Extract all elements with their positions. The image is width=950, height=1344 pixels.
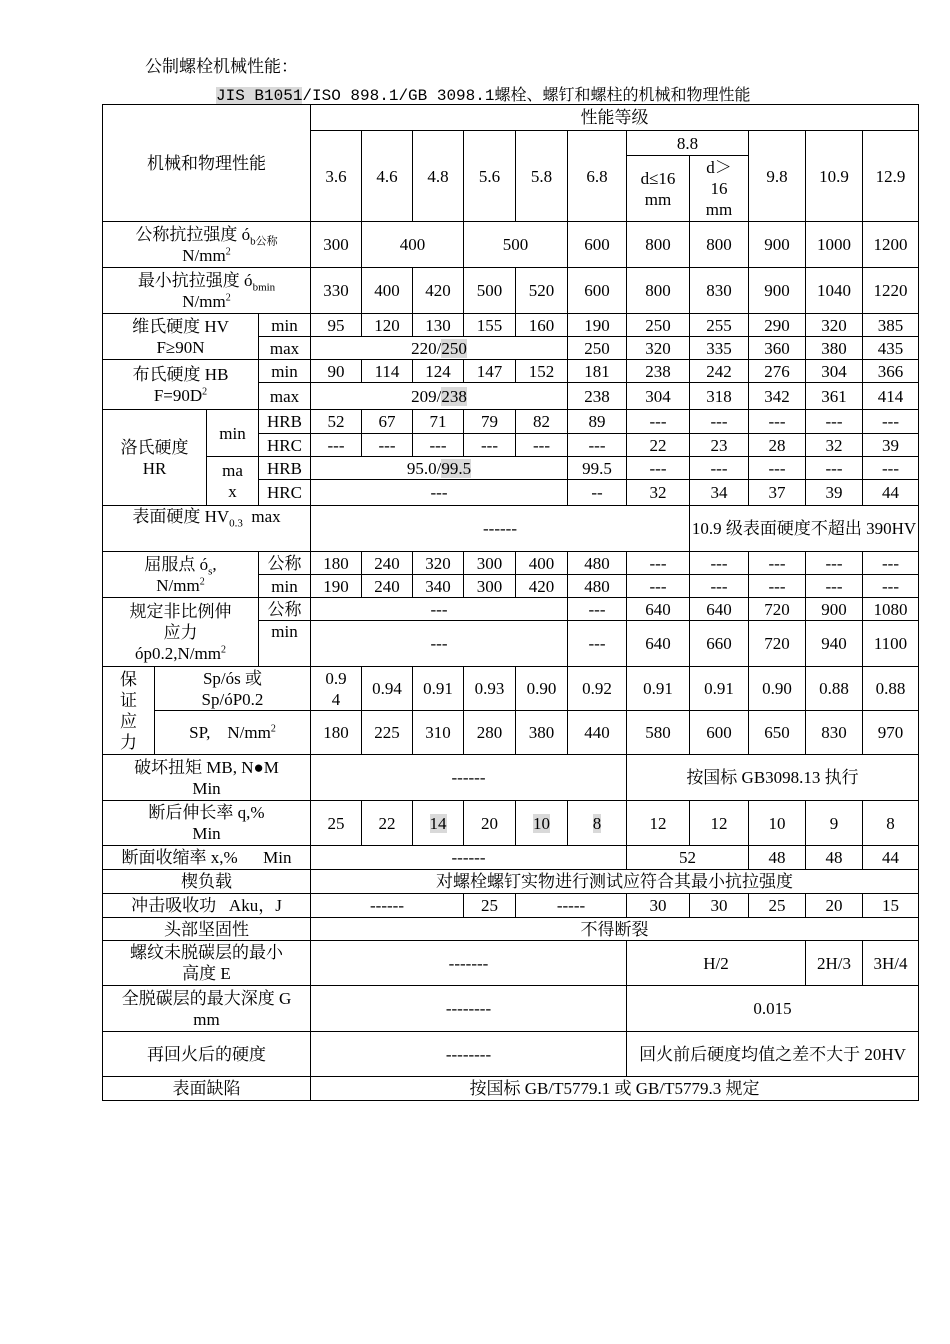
rockwell-min-hrc: 39 [863, 434, 919, 457]
rockwell-min-hrb: 52 [311, 410, 362, 434]
nominal-tensile-value: 1000 [806, 222, 863, 268]
grade-8-8-large: d＞ 16 mm [690, 156, 749, 222]
vickers-min-value: 255 [690, 314, 749, 337]
rockwell-min-hrc: --- [362, 434, 413, 457]
rockwell-min-hrb: 79 [464, 410, 516, 434]
grade-8-8-small: d≤16 mm [627, 156, 690, 222]
reduction-value: 52 [627, 846, 749, 870]
yield-min-value: --- [806, 575, 863, 598]
brinell-max-value: 342 [749, 383, 806, 410]
vickers-min-value: 95 [311, 314, 362, 337]
vickers-min-value: 250 [627, 314, 690, 337]
impact-low-grades: ----- [516, 894, 627, 918]
nonprop-min-label: min [259, 621, 311, 667]
surface-hardness-note: 10.9 级表面硬度不超出 390HV [690, 506, 919, 552]
vickers-max-value: 380 [806, 337, 863, 360]
brinell-min-value: 124 [413, 360, 464, 383]
document-heading: 公制螺栓机械性能： [145, 57, 298, 76]
proof-sp-value: 180 [311, 711, 362, 755]
vickers-min-value: 160 [516, 314, 568, 337]
rockwell-min-hrc: --- [464, 434, 516, 457]
impact-label: 冲击吸收功 Aku，J [103, 894, 311, 918]
proof-ratio-value: 0.90 [516, 667, 568, 711]
proof-ratio-value: 0.91 [690, 667, 749, 711]
min-tensile-value: 500 [464, 268, 516, 314]
brinell-min-value: 181 [568, 360, 627, 383]
yield-nominal-value: 400 [516, 552, 568, 575]
yield-nominal-value: 480 [568, 552, 627, 575]
rockwell-max-hrb: --- [749, 457, 806, 480]
nonprop-nominal-value: 640 [627, 598, 690, 621]
yield-min-value: 480 [568, 575, 627, 598]
brinell-min-value: 147 [464, 360, 516, 383]
proof-ratio-value: 0.9 4 [311, 667, 362, 711]
retemper-low-grades: -------- [311, 1032, 627, 1077]
decarb-height-value: 2H/3 [806, 941, 863, 986]
nonprop-stress-label: 规定非比例伸 应力 $óp0.2,N/mm^2$ [103, 598, 259, 667]
nonprop-min-value: --- [568, 621, 627, 667]
reduction-low-grades: ------ [311, 846, 627, 870]
decarb-height-low-grades: ------- [311, 941, 627, 986]
decarb-depth-value: 0.015 [627, 986, 919, 1032]
brinell-min-value: 238 [627, 360, 690, 383]
yield-min-value: --- [863, 575, 919, 598]
vickers-label: 维氏硬度 HV F≥90N [103, 314, 259, 360]
rockwell-max-hrb-low-grades: 95.0/99.5 [311, 457, 568, 480]
nonprop-nominal-label: 公称 [259, 598, 311, 621]
yield-min-value: 420 [516, 575, 568, 598]
rockwell-max-hrb: --- [690, 457, 749, 480]
proof-ratio-value: 0.92 [568, 667, 627, 711]
brinell-max-value: 238 [568, 383, 627, 410]
min-tensile-value: 520 [516, 268, 568, 314]
vickers-min-value: 120 [362, 314, 413, 337]
elongation-value: 12 [627, 801, 690, 846]
proof-ratio-value: 0.91 [627, 667, 690, 711]
torque-note: 按国标 GB3098.13 执行 [627, 755, 919, 801]
decarb-height-value: H/2 [627, 941, 806, 986]
rockwell-hrb-label: HRB [259, 457, 311, 480]
grade-5-8: 5.8 [516, 131, 568, 222]
min-tensile-value: 400 [362, 268, 413, 314]
nominal-tensile-value: 400 [362, 222, 464, 268]
yield-nominal-value: --- [863, 552, 919, 575]
brinell-max-value: 414 [863, 383, 919, 410]
brinell-min-value: 366 [863, 360, 919, 383]
nonprop-nominal-value: 1080 [863, 598, 919, 621]
nonprop-nominal-value: 720 [749, 598, 806, 621]
impact-value: 15 [863, 894, 919, 918]
elongation-value: 12 [690, 801, 749, 846]
yield-min-value: 240 [362, 575, 413, 598]
rockwell-min-hrb: --- [690, 410, 749, 434]
rockwell-max-label: ma x [207, 457, 259, 506]
rockwell-hrc-label: HRC [259, 434, 311, 457]
rockwell-min-hrc: 23 [690, 434, 749, 457]
rockwell-label: 洛氏硬度 HR [103, 410, 207, 506]
nominal-tensile-value: 800 [690, 222, 749, 268]
brinell-max-value: 361 [806, 383, 863, 410]
min-tensile-value: 330 [311, 268, 362, 314]
yield-nominal-value: --- [627, 552, 690, 575]
head-soundness-label: 头部坚固性 [103, 918, 311, 941]
yield-min-label: min [259, 575, 311, 598]
grade-9-8: 9.8 [749, 131, 806, 222]
vickers-max-value: 435 [863, 337, 919, 360]
grade-12-9: 12.9 [863, 131, 919, 222]
proof-sp-value: 970 [863, 711, 919, 755]
surface-defects-value: 按国标 GB/T5779.1 或 GB/T5779.3 规定 [311, 1077, 919, 1101]
nominal-tensile-label: 公称抗拉强度 $ó_{b公称}$ $N/mm^2$ [103, 222, 311, 268]
nonprop-min-value: 1100 [863, 621, 919, 667]
impact-low-grades: ------ [311, 894, 464, 918]
rockwell-min-hrc: --- [568, 434, 627, 457]
elongation-label: 断后伸长率 q,% Min [103, 801, 311, 846]
rockwell-min-hrc: --- [516, 434, 568, 457]
rockwell-min-hrb: --- [627, 410, 690, 434]
elongation-value: 25 [311, 801, 362, 846]
rockwell-max-hrb: --- [863, 457, 919, 480]
wedge-value: 对螺栓螺钉实物进行测试应符合其最小抗拉强度 [311, 870, 919, 894]
property-header: 机械和物理性能 [103, 105, 311, 222]
surface-hardness-low-grades: ------ [311, 506, 690, 552]
proof-stress-label: 保 证 应 力 [103, 667, 155, 755]
rockwell-max-hrc: 37 [749, 480, 806, 506]
brinell-min-value: 304 [806, 360, 863, 383]
brinell-min-label: min [259, 360, 311, 383]
min-tensile-value: 1040 [806, 268, 863, 314]
yield-nominal-value: --- [749, 552, 806, 575]
rockwell-min-hrc: --- [311, 434, 362, 457]
yield-min-value: 300 [464, 575, 516, 598]
impact-value: 20 [806, 894, 863, 918]
brinell-max-low-grades: 209/238 [311, 383, 568, 410]
yield-min-value: 190 [311, 575, 362, 598]
proof-sp-value: 225 [362, 711, 413, 755]
grade-6-8: 6.8 [568, 131, 627, 222]
retemper-label: 再回火后的硬度 [103, 1032, 311, 1077]
brinell-max-value: 318 [690, 383, 749, 410]
impact-value: 25 [749, 894, 806, 918]
decarb-height-value: 3H/4 [863, 941, 919, 986]
proof-ratio-value: 0.94 [362, 667, 413, 711]
rockwell-max-hrb: --- [627, 457, 690, 480]
impact-value: 25 [464, 894, 516, 918]
yield-min-value: 340 [413, 575, 464, 598]
proof-sp-value: 280 [464, 711, 516, 755]
nonprop-nominal-value: 900 [806, 598, 863, 621]
nominal-tensile-value: 300 [311, 222, 362, 268]
reduction-value: 44 [863, 846, 919, 870]
proof-ratio-label: Sp/ós 或 Sp/óP0.2 [155, 667, 311, 711]
min-tensile-value: 420 [413, 268, 464, 314]
torque-low-grades: ------ [311, 755, 627, 801]
subheading-text: /ISO 898.1/GB 3098.1螺栓、螺钉和螺柱的机械和物理性能 [302, 87, 751, 105]
rockwell-min-hrb: 71 [413, 410, 464, 434]
proof-sp-value: 650 [749, 711, 806, 755]
proof-ratio-value: 0.93 [464, 667, 516, 711]
impact-value: 30 [627, 894, 690, 918]
min-tensile-value: 600 [568, 268, 627, 314]
grade-4-6: 4.6 [362, 131, 413, 222]
nominal-tensile-value: 500 [464, 222, 568, 268]
decarb-depth-label: 全脱碳层的最大深度 G mm [103, 986, 311, 1032]
brinell-min-value: 242 [690, 360, 749, 383]
rockwell-max-hrc: 39 [806, 480, 863, 506]
nominal-tensile-value: 600 [568, 222, 627, 268]
brinell-min-value: 114 [362, 360, 413, 383]
elongation-value: 9 [806, 801, 863, 846]
proof-ratio-value: 0.91 [413, 667, 464, 711]
vickers-min-value: 130 [413, 314, 464, 337]
elongation-value: 22 [362, 801, 413, 846]
min-tensile-value: 800 [627, 268, 690, 314]
rockwell-max-hrc-low-grades: --- [311, 480, 568, 506]
brinell-label: 布氏硬度 HB $F=90D^2$ [103, 360, 259, 410]
brinell-min-value: 152 [516, 360, 568, 383]
grade-3-6: 3.6 [311, 131, 362, 222]
rockwell-min-hrc: 22 [627, 434, 690, 457]
mechanical-properties-table [102, 104, 919, 1101]
proof-sp-value: 600 [690, 711, 749, 755]
grade-8-8: 8.8 [627, 131, 749, 156]
nonprop-min-value: 940 [806, 621, 863, 667]
elongation-value: 8 [863, 801, 919, 846]
elongation-value: 14 [413, 801, 464, 846]
head-soundness-value: 不得断裂 [311, 918, 919, 941]
grade-10-9: 10.9 [806, 131, 863, 222]
proof-sp-value: 440 [568, 711, 627, 755]
brinell-max-label: max [259, 383, 311, 410]
brinell-min-value: 276 [749, 360, 806, 383]
rockwell-max-hrb: 99.5 [568, 457, 627, 480]
yield-min-value: --- [690, 575, 749, 598]
rockwell-min-hrc: 28 [749, 434, 806, 457]
elongation-value: 10 [516, 801, 568, 846]
yield-nominal-value: 240 [362, 552, 413, 575]
min-tensile-label: 最小抗拉强度 $ó_{bmin}$ $N/mm^2$ [103, 268, 311, 314]
vickers-max-label: max [259, 337, 311, 360]
vickers-min-value: 385 [863, 314, 919, 337]
grade-header: 性能等级 [311, 105, 919, 131]
brinell-max-value: 304 [627, 383, 690, 410]
proof-ratio-value: 0.90 [749, 667, 806, 711]
elongation-value: 8 [568, 801, 627, 846]
yield-nominal-label: 公称 [259, 552, 311, 575]
standard-code: JIS B1051 [216, 87, 303, 105]
yield-label: 屈服点 $ó_s$, $N/mm^2$ [103, 552, 259, 598]
grade-5-6: 5.6 [464, 131, 516, 222]
vickers-max-value: 360 [749, 337, 806, 360]
vickers-max-low-grades: 220/250 [311, 337, 568, 360]
wedge-label: 楔负载 [103, 870, 311, 894]
yield-nominal-value: 320 [413, 552, 464, 575]
rockwell-min-hrc: 32 [806, 434, 863, 457]
rockwell-max-hrc: -- [568, 480, 627, 506]
proof-ratio-value: 0.88 [806, 667, 863, 711]
proof-sp-value: 310 [413, 711, 464, 755]
impact-value: 30 [690, 894, 749, 918]
rockwell-max-hrc: 32 [627, 480, 690, 506]
nominal-tensile-value: 1200 [863, 222, 919, 268]
elongation-value: 10 [749, 801, 806, 846]
min-tensile-value: 1220 [863, 268, 919, 314]
nonprop-nominal-value: --- [568, 598, 627, 621]
rockwell-max-hrc: 44 [863, 480, 919, 506]
nonprop-nominal-low-grades: --- [311, 598, 568, 621]
yield-min-value: --- [627, 575, 690, 598]
nonprop-min-value: 720 [749, 621, 806, 667]
rockwell-min-hrb: 82 [516, 410, 568, 434]
yield-min-value: --- [749, 575, 806, 598]
vickers-min-value: 190 [568, 314, 627, 337]
rockwell-min-hrb: 67 [362, 410, 413, 434]
reduction-value: 48 [806, 846, 863, 870]
torque-label: 破坏扭矩 MB, N●M Min [103, 755, 311, 801]
nonprop-min-low-grades: --- [311, 621, 568, 667]
decarb-height-label: 螺纹未脱碳层的最小 高度 E [103, 941, 311, 986]
proof-sp-label: SP, $N/mm^2$ [155, 711, 311, 755]
proof-ratio-value: 0.88 [863, 667, 919, 711]
document-subheading [216, 82, 750, 105]
rockwell-min-hrb: 89 [568, 410, 627, 434]
proof-sp-value: 580 [627, 711, 690, 755]
proof-sp-value: 380 [516, 711, 568, 755]
yield-nominal-value: --- [690, 552, 749, 575]
reduction-value: 48 [749, 846, 806, 870]
vickers-max-value: 250 [568, 337, 627, 360]
vickers-min-value: 155 [464, 314, 516, 337]
rockwell-min-hrb: --- [749, 410, 806, 434]
brinell-min-value: 90 [311, 360, 362, 383]
grade-4-8: 4.8 [413, 131, 464, 222]
yield-nominal-value: --- [806, 552, 863, 575]
reduction-label: 断面收缩率 x,% Min [103, 846, 311, 870]
rockwell-min-label: min [207, 410, 259, 457]
decarb-depth-low-grades: -------- [311, 986, 627, 1032]
vickers-min-value: 320 [806, 314, 863, 337]
surface-defects-label: 表面缺陷 [103, 1077, 311, 1101]
vickers-max-value: 320 [627, 337, 690, 360]
nominal-tensile-value: 800 [627, 222, 690, 268]
nonprop-min-value: 640 [627, 621, 690, 667]
rockwell-hrb-label: HRB [259, 410, 311, 434]
proof-sp-value: 830 [806, 711, 863, 755]
min-tensile-value: 830 [690, 268, 749, 314]
vickers-max-value: 335 [690, 337, 749, 360]
elongation-value: 20 [464, 801, 516, 846]
yield-nominal-value: 180 [311, 552, 362, 575]
rockwell-min-hrb: --- [806, 410, 863, 434]
retemper-value: 回火前后硬度均值之差不大于 20HV [627, 1032, 919, 1077]
surface-hardness-label: 表面硬度 $HV_{0.3}$ max [103, 506, 311, 552]
rockwell-max-hrb: --- [806, 457, 863, 480]
vickers-min-label: min [259, 314, 311, 337]
vickers-min-value: 290 [749, 314, 806, 337]
nominal-tensile-value: 900 [749, 222, 806, 268]
min-tensile-value: 900 [749, 268, 806, 314]
yield-nominal-value: 300 [464, 552, 516, 575]
rockwell-max-hrc: 34 [690, 480, 749, 506]
nonprop-nominal-value: 640 [690, 598, 749, 621]
rockwell-hrc-label: HRC [259, 480, 311, 506]
rockwell-min-hrc: --- [413, 434, 464, 457]
nonprop-min-value: 660 [690, 621, 749, 667]
rockwell-min-hrb: --- [863, 410, 919, 434]
